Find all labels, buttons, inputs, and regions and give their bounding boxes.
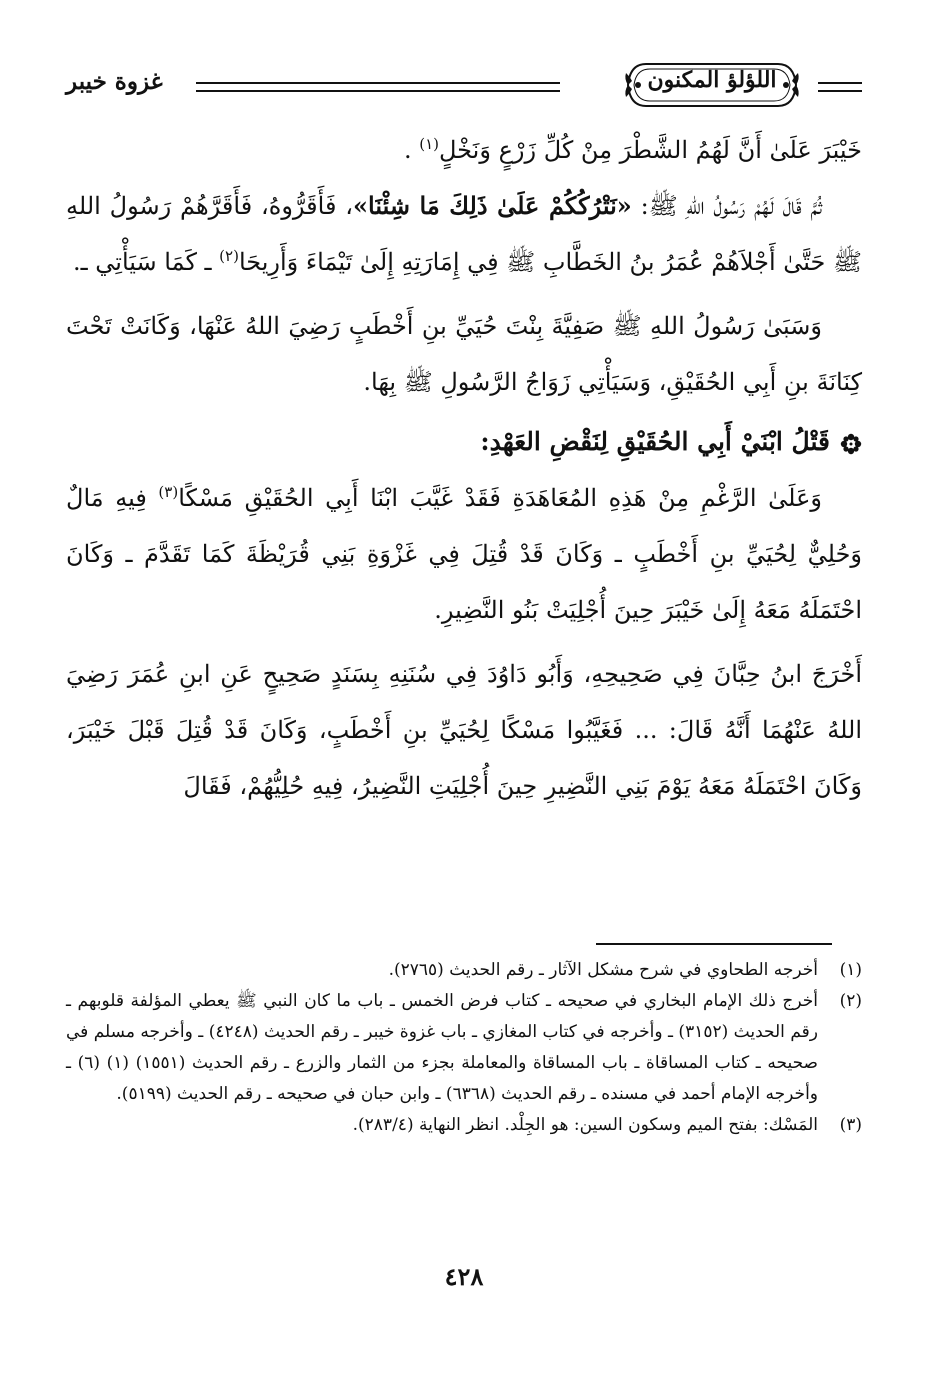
footnote-ref-2: (٢) [219,247,239,265]
section-heading [66,414,862,470]
header-rule-right [818,82,862,92]
footnote-3 [66,1110,862,1141]
page-number: ٤٢٨ [444,1262,484,1291]
prophet-quote: «نَتْرُكُكُمْ عَلَىٰ ذَلِكَ مَا شِئْنَا» [353,191,632,220]
footnotes [66,955,862,1141]
paragraph-1 [66,122,862,178]
paragraph-4-part-a: وَعَلَىٰ الرَّغْمِ مِنْ هَذِهِ المُعَاهَدَةِ فَقَدْ غَيَّبَ ابْنَا أَبِي الحُقَيْقِ مَسْكًا [178,484,822,512]
paragraph-2 [66,178,862,290]
paragraph-5: أَخْرَجَ ابنُ حِبَّانَ فِي صَحِيحِهِ، وَأَبُو دَاوُدَ فِي سُنَنِهِ بِسَنَدٍ صَحِيحٍ عَنِ ابنِ عُمَرَ رَضِيَ اللهُ عَنْهُمَا أَنَّهُ قَالَ: ... فَغَيَّبُوا مَسْكًا لِحُيَيِّ بنِ أَخْطَبٍ، وَكَانَ قَدْ قُتِلَ قَبْلَ خَيْبَرَ، وَكَانَ احْتَمَلَهُ مَعَهُ يَوْمَ بَنِي النَّضِيرِ حِينَ أُجْلِيَتِ النَّضِيرُ، فِيهِ حُلِيُّهُمْ، فَقَالَ [66,660,862,800]
chapter-title: غزوة خيبر [66,68,163,95]
footnote-text: المَسْك: بفتح الميم وسكون السين: هو الجِلْد. انظر النهاية (٢٨٣/٤). [352,1115,818,1135]
paragraph-3: وَسَبَىٰ رَسُولُ اللهِ ﷺ صَفِيَّةَ بِنْتَ حُيَيِّ بنِ أَخْطَبٍ رَضِيَ اللهُ عَنْهَا، وَكَانَتْ تَحْتَ كِنَانَةَ بنِ أَبِي الحُقَيْقِ، وَسَيَأْتِي زَوَاجُ الرَّسُولِ ﷺ بِهَا. [66,312,862,396]
footnote-number: (٢) [839,991,862,1011]
footnote-number: (٣) [839,1115,862,1135]
paragraph-1-end: . [403,136,420,164]
paragraph-4 [66,470,862,638]
paragraph-1-text: خَيْبَرَ عَلَىٰ أَنَّ لَهُمُ الشَّطْرَ مِنْ كُلِّ زَرْعٍ وَنَخْلٍ [439,136,862,164]
paragraph-2-part-c: ـ كَمَا سَيَأْتِي ـ. [72,248,220,276]
footnote-separator [596,943,832,945]
footnote-ref-1: (١) [419,135,439,153]
footnote-text: أخرج ذلك الإمام البخاري في صحيحه ـ كتاب فرض الخمس ـ باب ما كان النبي ﷺ يعطي المؤلفة قلوبهم ـ رقم الحديث (٣١٥٢) ـ وأخرجه في كتاب المغازي ـ باب غزوة خيبر ـ رقم الحديث (٤٢٤٨) ـ وأخرجه مسلم في صحيحه ـ كتاب المساقاة ـ باب المساقاة والمعاملة بجزء من الثمار والزرع ـ رقم الحديث (١٥٥١) (١) (٦) ـ وأخرجه الإمام أحمد في مسنده ـ رقم الحديث (٦٣٦٨) ـ وابن حبان في صحيحه ـ رقم الحديث (٥١٩٩). [66,991,819,1104]
footnote-2 [66,986,862,1110]
book-title: اللؤلؤ المكنون [647,67,777,93]
footnote-1 [66,955,862,986]
footnote-number: (١) [839,960,862,980]
header-rule-left [196,82,560,92]
paragraph-2-part-a: ثُمَّ قَالَ لَهُمْ رَسُولُ اللهِ ﷺ: [631,192,822,220]
paragraph-4-part-b: فِيهِ مَالٌ وَحُلِيٌّ لِحُيَيِّ بنِ أَخْطَبٍ ـ وَكَانَ قَدْ قُتِلَ فِي غَزْوَةِ بَنِي قُرَيْظَةَ كَمَا تَقَدَّمَ ـ وَكَانَ احْتَمَلَهُ مَعَهُ إِلَىٰ خَيْبَرَ حِينَ أُجْلِيَتْ بَنُو النَّضِيرِ. [66,484,862,624]
footnote-ref-3: (٣) [158,483,179,501]
footnote-text: أخرجه الطحاوي في شرح مشكل الآثار ـ رقم الحديث (٢٧٦٥). [388,960,818,980]
main-text [66,122,862,814]
section-heading-text: قَتْلُ ابْنَيْ أَبِي الحُقَيْقِ لِنَقْضِ العَهْدِ: [480,427,830,456]
header-title-cartouche [624,58,800,112]
flower-ornament-icon [840,433,862,455]
paragraph-2-part-b: ، فَأَقَرُّوهُ، فَأَقَرَّهُمْ رَسُولُ اللهِ ﷺ حَتَّىٰ أَجْلاَهُمْ عُمَرُ بنُ الخَطَّابِ ﷺ فِي إِمَارَتِهِ إِلَىٰ تَيْمَاءَ وَأَرِيحَا [66,192,862,276]
running-header [66,58,862,114]
